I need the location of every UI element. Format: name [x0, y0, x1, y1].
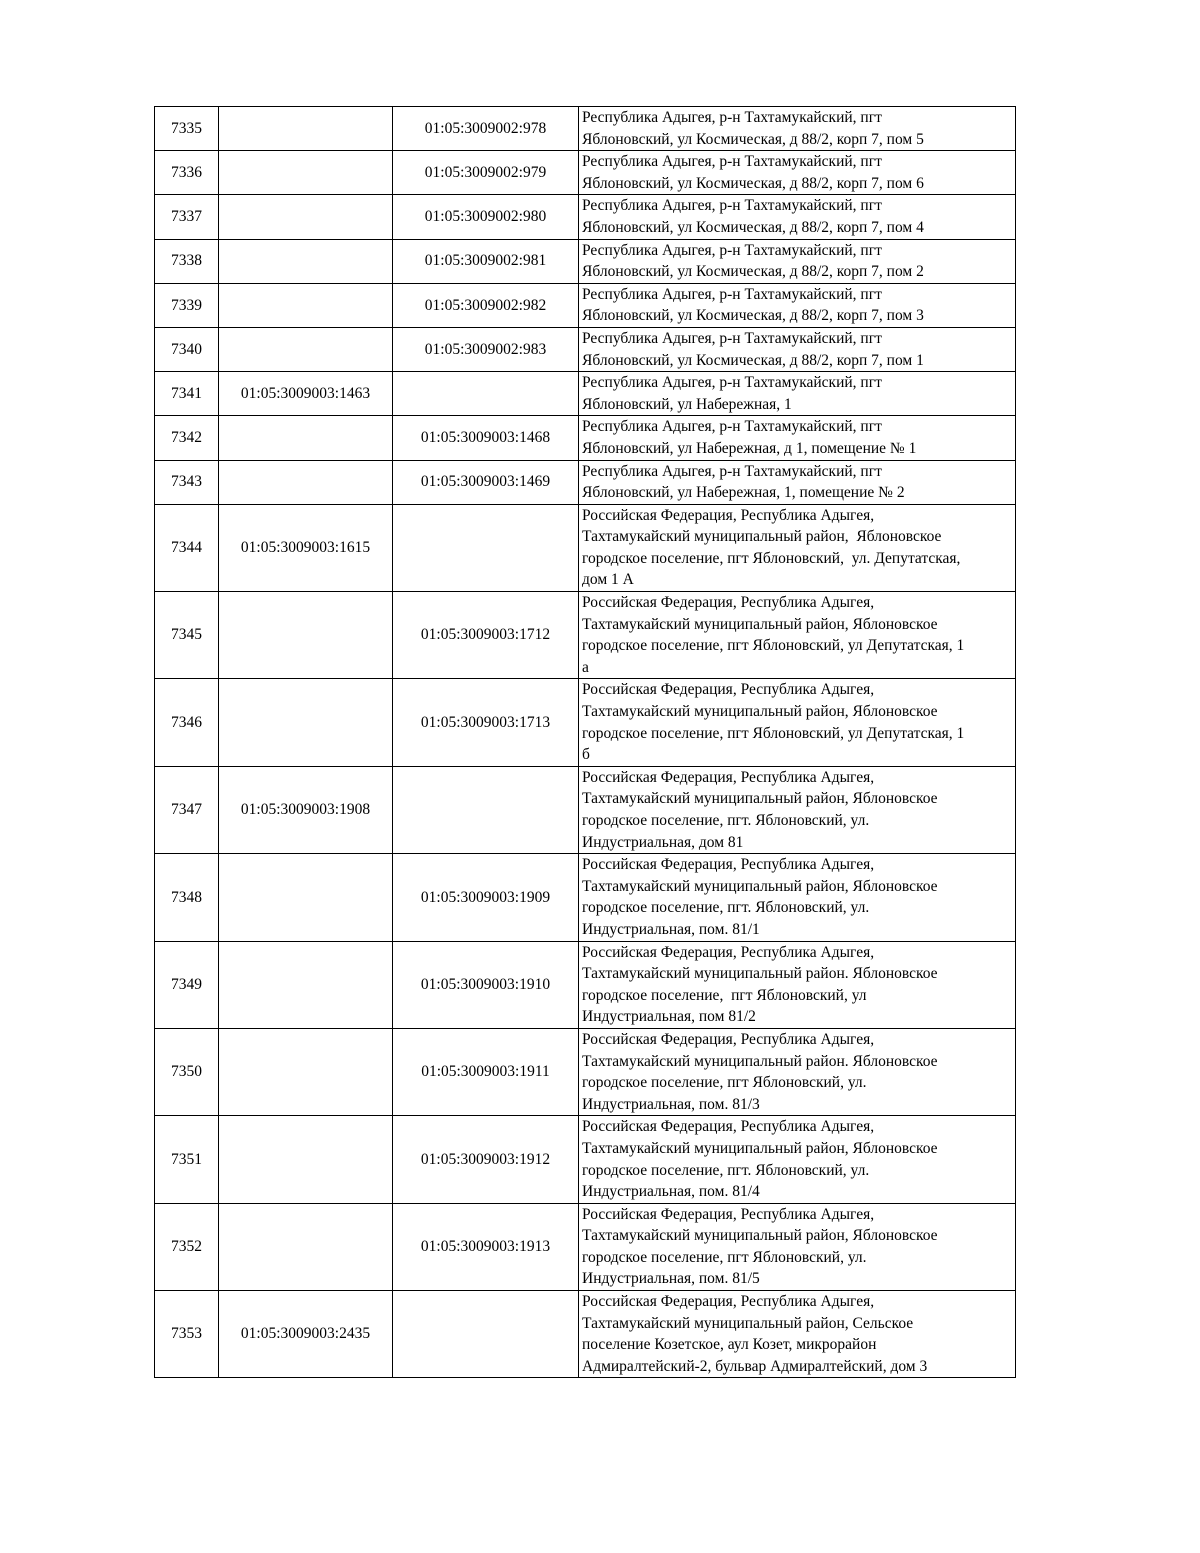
- address-line: Республика Адыгея, р-н Тахтамукайский, пгт: [582, 197, 882, 215]
- cadastral-object-cell: [393, 766, 579, 853]
- table-row: [155, 195, 1016, 239]
- address-line: Республика Адыгея, р-н Тахтамукайский, пгт: [582, 329, 882, 347]
- cadastral-object-cell: 01:05:3009003:1469: [393, 460, 579, 504]
- table-row: [155, 1028, 1016, 1115]
- address-line: Индустриальная, дом 81: [582, 833, 744, 851]
- row-number-cell: 7346: [155, 679, 219, 766]
- address-line: Индустриальная, пом. 81/5: [582, 1270, 760, 1288]
- table-row: [155, 107, 1016, 151]
- cadastral-parcel-cell: [219, 854, 393, 941]
- address-line: Тахтамукайский муниципальный район, Яблоновское: [582, 703, 938, 721]
- address-line: Тахтамукайский муниципальный район, Яблоновское: [582, 790, 938, 808]
- address-line: Тахтамукайский муниципальный район, Яблоновское: [582, 877, 938, 895]
- address-line: Республика Адыгея, р-н Тахтамукайский, пгт: [582, 418, 882, 436]
- table-row: [155, 592, 1016, 679]
- address-line: Республика Адыгея, р-н Тахтамукайский, пгт: [582, 374, 882, 392]
- address-line: Тахтамукайский муниципальный район, Яблоновское: [582, 1227, 938, 1245]
- row-number-cell: 7343: [155, 460, 219, 504]
- cadastral-parcel-cell: 01:05:3009003:1615: [219, 504, 393, 591]
- address-line: Яблоновский, ул Набережная, 1: [582, 395, 792, 413]
- cadastral-parcel-cell: [219, 151, 393, 195]
- table-row: [155, 1116, 1016, 1203]
- cadastral-object-cell: 01:05:3009003:1913: [393, 1203, 579, 1290]
- address-cell: [579, 854, 1016, 941]
- row-number-cell: 7342: [155, 416, 219, 460]
- table-row: [155, 941, 1016, 1028]
- row-number-cell: 7345: [155, 592, 219, 679]
- address-cell: [579, 327, 1016, 371]
- cadastral-object-cell: 01:05:3009002:979: [393, 151, 579, 195]
- address-line: Тахтамукайский муниципальный район. Яблоновское: [582, 1052, 938, 1070]
- address-line: Российская Федерация, Республика Адыгея,: [582, 768, 875, 786]
- row-number-cell: 7340: [155, 327, 219, 371]
- address-line: Республика Адыгея, р-н Тахтамукайский, пгт: [582, 241, 882, 259]
- address-line: Тахтамукайский муниципальный район, Сельское: [582, 1314, 914, 1332]
- address-line: дом 1 А: [582, 571, 634, 589]
- cadastral-parcel-cell: [219, 679, 393, 766]
- row-number-cell: 7348: [155, 854, 219, 941]
- address-line: Тахтамукайский муниципальный район, Яблоновское: [582, 1139, 938, 1157]
- address-line: городское поселение, пгт Яблоновский, ул. Депутатская,: [582, 549, 961, 567]
- cadastral-parcel-cell: [219, 592, 393, 679]
- cadastral-parcel-cell: 01:05:3009003:2435: [219, 1291, 393, 1378]
- address-cell: [579, 679, 1016, 766]
- address-line: Российская Федерация, Республика Адыгея,: [582, 1293, 875, 1311]
- table-row: [155, 854, 1016, 941]
- cadastral-parcel-cell: 01:05:3009003:1463: [219, 372, 393, 416]
- address-line: городское поселение, пгт. Яблоновский, ул.: [582, 1161, 870, 1179]
- address-cell: [579, 372, 1016, 416]
- address-line: Индустриальная, пом 81/2: [582, 1008, 756, 1026]
- table-row: [155, 416, 1016, 460]
- address-line: Тахтамукайский муниципальный район, Яблоновское: [582, 615, 938, 633]
- address-line: Тахтамукайский муниципальный район, Яблоновское: [582, 528, 942, 546]
- row-number-cell: 7335: [155, 107, 219, 151]
- cadastral-object-cell: [393, 1291, 579, 1378]
- address-line: Российская Федерация, Республика Адыгея,: [582, 594, 875, 612]
- cadastral-parcel-cell: [219, 416, 393, 460]
- table-row: [155, 283, 1016, 327]
- address-cell: [579, 592, 1016, 679]
- address-line: Яблоновский, ул Космическая, д 88/2, корп 7, пом 1: [582, 351, 924, 369]
- address-line: Российская Федерация, Республика Адыгея,: [582, 681, 875, 699]
- row-number-cell: 7341: [155, 372, 219, 416]
- table-row: [155, 239, 1016, 283]
- address-line: Яблоновский, ул Космическая, д 88/2, корп 7, пом 2: [582, 263, 924, 281]
- cadastral-object-cell: 01:05:3009002:982: [393, 283, 579, 327]
- address-line: Республика Адыгея, р-н Тахтамукайский, пгт: [582, 153, 882, 171]
- row-number-cell: 7337: [155, 195, 219, 239]
- cadastral-object-cell: 01:05:3009002:983: [393, 327, 579, 371]
- address-line: Яблоновский, ул Космическая, д 88/2, корп 7, пом 6: [582, 174, 924, 192]
- address-line: Российская Федерация, Республика Адыгея,: [582, 1118, 875, 1136]
- address-cell: [579, 151, 1016, 195]
- address-cell: [579, 504, 1016, 591]
- cadastral-parcel-cell: [219, 327, 393, 371]
- table-row: [155, 372, 1016, 416]
- address-line: Российская Федерация, Республика Адыгея,: [582, 1030, 875, 1048]
- cadastral-object-cell: 01:05:3009003:1468: [393, 416, 579, 460]
- address-line: Яблоновский, ул Космическая, д 88/2, корп 7, пом 3: [582, 307, 924, 325]
- row-number-cell: 7349: [155, 941, 219, 1028]
- table-row: [155, 504, 1016, 591]
- row-number-cell: 7344: [155, 504, 219, 591]
- cadastral-parcel-cell: [219, 107, 393, 151]
- table-row: [155, 1203, 1016, 1290]
- cadastral-parcel-cell: [219, 941, 393, 1028]
- address-cell: [579, 1203, 1016, 1290]
- address-line: Индустриальная, пом. 81/1: [582, 920, 760, 938]
- row-number-cell: 7339: [155, 283, 219, 327]
- cadastral-object-cell: [393, 504, 579, 591]
- cadastral-object-cell: 01:05:3009003:1912: [393, 1116, 579, 1203]
- address-line: Российская Федерация, Республика Адыгея,: [582, 1205, 875, 1223]
- address-cell: [579, 1116, 1016, 1203]
- address-line: а: [582, 658, 589, 676]
- cadastral-object-cell: 01:05:3009002:981: [393, 239, 579, 283]
- address-line: Российская Федерация, Республика Адыгея,: [582, 943, 875, 961]
- address-line: городское поселение, пгт Яблоновский, ул Депутатская, 1: [582, 637, 965, 655]
- cadastral-object-cell: 01:05:3009003:1911: [393, 1028, 579, 1115]
- address-cell: [579, 195, 1016, 239]
- cadastral-object-cell: 01:05:3009002:980: [393, 195, 579, 239]
- cadastral-parcel-cell: [219, 239, 393, 283]
- address-line: Российская Федерация, Республика Адыгея,: [582, 856, 875, 874]
- cadastral-object-cell: [393, 372, 579, 416]
- address-line: Тахтамукайский муниципальный район. Яблоновское: [582, 965, 938, 983]
- address-cell: [579, 766, 1016, 853]
- table-row: [155, 460, 1016, 504]
- address-cell: [579, 941, 1016, 1028]
- row-number-cell: 7350: [155, 1028, 219, 1115]
- address-cell: [579, 239, 1016, 283]
- cadastral-parcel-cell: [219, 283, 393, 327]
- cadastral-object-cell: 01:05:3009003:1909: [393, 854, 579, 941]
- cadastral-object-cell: 01:05:3009002:978: [393, 107, 579, 151]
- address-line: поселение Козетское, аул Козет, микрорайон: [582, 1336, 877, 1354]
- cadastral-parcel-cell: [219, 195, 393, 239]
- cadastral-parcel-cell: [219, 460, 393, 504]
- table-row: [155, 766, 1016, 853]
- address-line: городское поселение, пгт Яблоновский, ул.: [582, 1248, 867, 1266]
- address-line: Яблоновский, ул Космическая, д 88/2, корп 7, пом 4: [582, 218, 924, 236]
- address-cell: [579, 460, 1016, 504]
- row-number-cell: 7351: [155, 1116, 219, 1203]
- property-table: [154, 106, 1016, 1378]
- address-cell: [579, 283, 1016, 327]
- address-cell: [579, 1028, 1016, 1115]
- address-line: Адмиралтейский-2, бульвар Адмиралтейский, дом 3: [582, 1357, 928, 1375]
- address-line: б: [582, 746, 590, 764]
- address-line: городское поселение, пгт. Яблоновский, ул.: [582, 899, 870, 917]
- address-line: городское поселение, пгт Яблоновский, ул.: [582, 1074, 867, 1092]
- address-line: Индустриальная, пом. 81/4: [582, 1183, 760, 1201]
- address-line: Республика Адыгея, р-н Тахтамукайский, пгт: [582, 109, 882, 126]
- address-line: городское поселение, пгт Яблоновский, ул: [582, 986, 867, 1004]
- cadastral-parcel-cell: [219, 1028, 393, 1115]
- address-line: городское поселение, пгт Яблоновский, ул Депутатская, 1: [582, 724, 965, 742]
- address-line: городское поселение, пгт. Яблоновский, ул.: [582, 812, 870, 829]
- address-cell: [579, 416, 1016, 460]
- row-number-cell: 7347: [155, 766, 219, 853]
- cadastral-parcel-cell: 01:05:3009003:1908: [219, 766, 393, 853]
- row-number-cell: 7336: [155, 151, 219, 195]
- address-line: Яблоновский, ул Набережная, д 1, помещение № 1: [582, 439, 917, 457]
- row-number-cell: 7352: [155, 1203, 219, 1290]
- table-row: [155, 679, 1016, 766]
- table-row: [155, 327, 1016, 371]
- cadastral-object-cell: 01:05:3009003:1712: [393, 592, 579, 679]
- cadastral-object-cell: 01:05:3009003:1910: [393, 941, 579, 1028]
- table-row: [155, 151, 1016, 195]
- address-line: Яблоновский, ул Набережная, 1, помещение № 2: [582, 484, 905, 502]
- row-number-cell: 7353: [155, 1291, 219, 1378]
- address-line: Республика Адыгея, р-н Тахтамукайский, пгт: [582, 462, 882, 480]
- row-number-cell: 7338: [155, 239, 219, 283]
- cadastral-parcel-cell: [219, 1116, 393, 1203]
- address-line: Республика Адыгея, р-н Тахтамукайский, пгт: [582, 285, 882, 303]
- address-line: Яблоновский, ул Космическая, д 88/2, корп 7, пом 5: [582, 130, 924, 148]
- address-line: Индустриальная, пом. 81/3: [582, 1095, 760, 1113]
- address-line: Российская Федерация, Республика Адыгея,: [582, 506, 875, 524]
- address-cell: [579, 1291, 1016, 1378]
- cadastral-parcel-cell: [219, 1203, 393, 1290]
- address-cell: [579, 107, 1016, 151]
- table-row: [155, 1291, 1016, 1378]
- table-body: [155, 107, 1016, 1378]
- cadastral-object-cell: 01:05:3009003:1713: [393, 679, 579, 766]
